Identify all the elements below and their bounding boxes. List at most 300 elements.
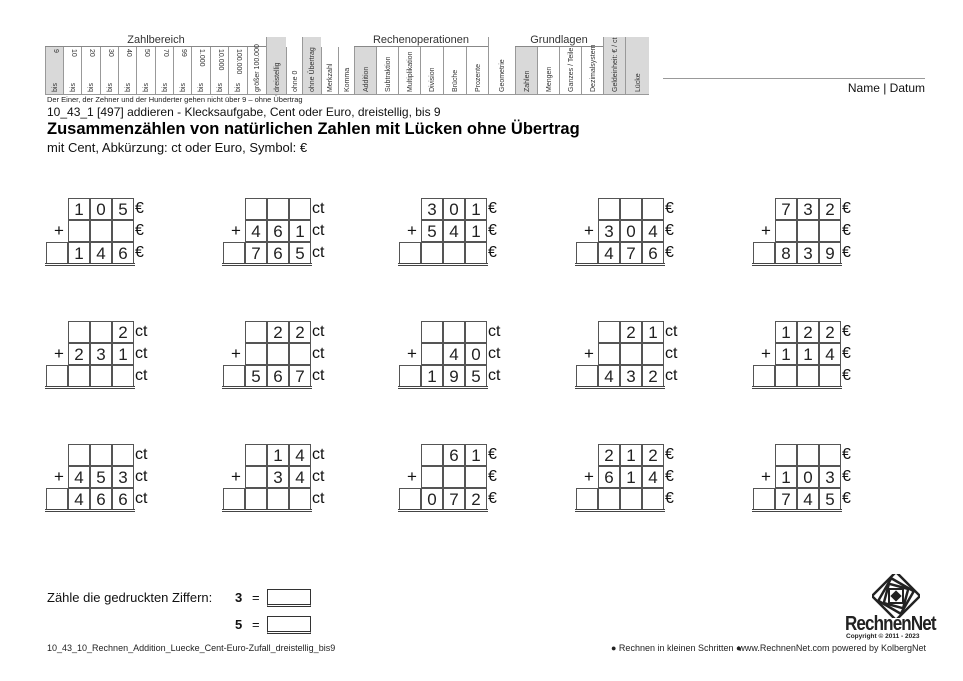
unit-label: € (665, 490, 674, 507)
category-label: Merkzahl (327, 63, 334, 92)
unit-label: € (488, 446, 497, 463)
category-label: Dezimalsystem (589, 44, 597, 92)
category-cell (45, 47, 63, 95)
addend-digit-cell: 2 (267, 321, 289, 343)
unit-label: € (665, 446, 674, 463)
result-digit-cell: 7 (620, 242, 642, 264)
unit-label: € (842, 468, 851, 485)
category-label: Mengen (545, 66, 553, 92)
addend-digit-cell: 1 (620, 466, 642, 488)
category-cell (81, 47, 100, 95)
plus-sign: + (407, 467, 417, 486)
page-subtitle: mit Cent, Abkürzung: ct oder Euro, Symbol: € (47, 140, 308, 155)
unit-label: € (665, 468, 674, 485)
category-range: 9 (51, 49, 59, 53)
result-digit-cell: 8 (775, 242, 797, 264)
category-range: 30 (106, 49, 114, 57)
group-title: Zahlbereich (127, 34, 185, 46)
result-digit-cell[interactable] (819, 365, 841, 387)
addend-digit-cell[interactable] (267, 343, 289, 365)
unit-label: ct (135, 367, 148, 384)
result-digit-cell: 7 (775, 488, 797, 510)
addend-digit-cell[interactable] (819, 444, 841, 466)
addend-digit-cell[interactable] (598, 343, 620, 365)
unit-label: € (665, 244, 674, 261)
addition-problem (398, 198, 516, 268)
unit-label: ct (312, 367, 325, 384)
result-thousands-cell[interactable] (399, 365, 421, 387)
category-cell (354, 47, 376, 95)
addend-digit-cell: 3 (797, 198, 819, 220)
result-digit-cell: 2 (465, 488, 487, 510)
addition-problem (752, 321, 870, 391)
logo-copyright: Copyright © 2011 - 2023 (846, 633, 920, 640)
category-cell (266, 37, 286, 95)
category-label: Komma (343, 67, 351, 92)
addend-digit-cell[interactable] (443, 321, 465, 343)
plus-sign: + (231, 344, 241, 363)
result-underline (398, 263, 488, 266)
unit-label: ct (312, 323, 325, 340)
category-cell (247, 44, 266, 95)
addend-digit-cell: 4 (642, 220, 664, 242)
addend-digit-cell: 0 (90, 198, 112, 220)
category-range: 99 (179, 49, 187, 57)
plus-sign: + (584, 344, 594, 363)
category-range: 40 (124, 49, 132, 57)
result-digit-cell: 9 (443, 365, 465, 387)
unit-label: ct (488, 367, 501, 384)
category-cell (581, 44, 603, 95)
plus-sign: + (54, 221, 64, 240)
addend-digit-cell: 4 (289, 466, 311, 488)
category-cell (136, 47, 155, 95)
unit-label: ct (135, 323, 148, 340)
category-label: bis (124, 83, 132, 92)
addend-digit-cell: 0 (465, 343, 487, 365)
category-range: 10.000 (216, 49, 224, 71)
plus-sign: + (54, 467, 64, 486)
addition-problem (575, 198, 693, 268)
category-cell (228, 47, 247, 95)
addend-digit-cell[interactable] (775, 220, 797, 242)
logo-text: RechnenNet (845, 613, 936, 635)
category-label: dreistellig (273, 62, 281, 92)
category-label: Zahlen (523, 70, 531, 92)
category-cell (321, 47, 338, 95)
category-cell (466, 47, 488, 95)
result-digit-cell[interactable] (598, 488, 620, 510)
category-label: ohne Übertrag (309, 47, 316, 92)
result-underline (398, 509, 488, 512)
result-underline (398, 386, 488, 389)
result-thousands-cell[interactable] (576, 488, 598, 510)
unit-label: € (842, 222, 851, 239)
count-label: Zähle die gedruckten Ziffern: (47, 590, 213, 605)
category-cell (420, 47, 443, 95)
unit-label: ct (312, 446, 325, 463)
result-digit-cell: 6 (267, 365, 289, 387)
addend-digit-cell: 1 (267, 444, 289, 466)
unit-label: € (842, 200, 851, 217)
result-digit-cell: 5 (465, 365, 487, 387)
count-digit-3: 3 (235, 590, 243, 605)
result-digit-cell: 6 (90, 488, 112, 510)
category-cell (155, 47, 173, 95)
category-label: Lücke (634, 73, 642, 92)
addend-digit-cell: 5 (90, 466, 112, 488)
category-label: bis (161, 83, 169, 92)
page-title: Zusammenzählen von natürlichen Zahlen mit Lücken ohne Übertrag (47, 120, 580, 138)
addend-digit-cell: 1 (465, 220, 487, 242)
category-cell (515, 47, 537, 95)
addend-digit-cell: 4 (289, 444, 311, 466)
category-label: Geldeinheit: € / ct (611, 37, 619, 92)
addend-digit-cell[interactable] (245, 466, 267, 488)
result-thousands-cell[interactable] (399, 242, 421, 264)
addend-digit-cell[interactable] (421, 343, 443, 365)
addend-digit-cell: 2 (797, 321, 819, 343)
result-digit-cell[interactable] (620, 488, 642, 510)
addend-digit-cell: 2 (289, 321, 311, 343)
addend-digit-cell[interactable] (421, 321, 443, 343)
addend-digit-cell: 6 (598, 466, 620, 488)
addend-digit-cell: 1 (775, 321, 797, 343)
addend-digit-cell[interactable] (90, 444, 112, 466)
count-digit-5: 5 (235, 617, 243, 632)
category-cell (210, 47, 228, 95)
result-digit-cell: 3 (620, 365, 642, 387)
category-label: bis (106, 83, 114, 92)
name-date-line[interactable] (663, 78, 925, 79)
result-thousands-cell[interactable] (399, 488, 421, 510)
addend-digit-cell: 3 (267, 466, 289, 488)
result-thousands-cell[interactable] (753, 365, 775, 387)
result-digit-cell[interactable] (465, 242, 487, 264)
unit-label: ct (488, 323, 501, 340)
addend-digit-cell: 3 (421, 198, 443, 220)
unit-label: ct (665, 323, 678, 340)
unit-label: ct (312, 345, 325, 362)
category-label: Brüche (452, 69, 459, 92)
plus-sign: + (231, 467, 241, 486)
addend-digit-cell: 4 (443, 343, 465, 365)
addend-digit-cell: 5 (112, 198, 134, 220)
addend-digit-cell: 1 (797, 343, 819, 365)
result-thousands-cell[interactable] (753, 488, 775, 510)
result-digit-cell[interactable] (90, 365, 112, 387)
plus-sign: + (761, 221, 771, 240)
footer-slogan: ● Rechnen in kleinen Schritten ● (611, 643, 742, 653)
addend-digit-cell[interactable] (620, 198, 642, 220)
category-label: Ganzes / Teile (567, 47, 575, 92)
addend-digit-cell[interactable] (598, 321, 620, 343)
result-digit-cell: 1 (68, 242, 90, 264)
addend-digit-cell[interactable] (289, 198, 311, 220)
category-label: Prozente (474, 63, 482, 92)
result-digit-cell: 6 (642, 242, 664, 264)
addend-digit-cell: 1 (775, 466, 797, 488)
addend-digit-cell[interactable] (775, 444, 797, 466)
category-label: bis (51, 83, 59, 92)
result-digit-cell: 3 (797, 242, 819, 264)
category-cell (286, 47, 302, 95)
result-underline (45, 263, 135, 266)
result-underline (752, 509, 842, 512)
addition-problem (752, 444, 870, 514)
result-digit-cell: 6 (267, 242, 289, 264)
category-cell (603, 37, 625, 95)
unit-label: ct (488, 345, 501, 362)
result-digit-cell[interactable] (443, 242, 465, 264)
addend-digit-cell[interactable] (68, 220, 90, 242)
result-underline (575, 509, 665, 512)
category-label: bis (216, 83, 224, 92)
category-cell (100, 47, 118, 95)
category-label: Subtraktion (384, 56, 392, 92)
result-digit-cell[interactable] (112, 365, 134, 387)
category-range: 70 (161, 49, 169, 57)
result-thousands-cell[interactable] (46, 488, 68, 510)
addend-digit-cell[interactable] (245, 444, 267, 466)
addend-digit-cell[interactable] (245, 198, 267, 220)
addend-digit-cell[interactable] (245, 321, 267, 343)
result-digit-cell: 5 (819, 488, 841, 510)
result-digit-cell: 6 (112, 242, 134, 264)
addition-problem (45, 321, 163, 391)
count-eq: = (252, 590, 260, 605)
plus-sign: + (761, 467, 771, 486)
addend-digit-cell: 2 (620, 321, 642, 343)
addend-digit-cell[interactable] (90, 220, 112, 242)
category-label: bis (88, 83, 95, 92)
result-underline (575, 386, 665, 389)
addition-problem (222, 198, 340, 268)
result-underline (222, 263, 312, 266)
result-thousands-cell[interactable] (753, 242, 775, 264)
unit-label: ct (312, 244, 325, 261)
result-digit-cell[interactable] (267, 488, 289, 510)
addition-problem (222, 444, 340, 514)
addend-digit-cell: 4 (68, 466, 90, 488)
addition-problem (45, 444, 163, 514)
addend-digit-cell[interactable] (421, 444, 443, 466)
addend-digit-cell[interactable] (90, 321, 112, 343)
category-label: Addition (362, 66, 370, 92)
addend-digit-cell: 2 (68, 343, 90, 365)
addend-digit-cell[interactable] (642, 343, 664, 365)
result-digit-cell: 7 (245, 242, 267, 264)
addition-problem (45, 198, 163, 268)
unit-label: € (842, 323, 851, 340)
category-cell (338, 47, 354, 95)
addend-digit-cell[interactable] (598, 198, 620, 220)
plus-sign: + (54, 344, 64, 363)
result-digit-cell[interactable] (797, 365, 819, 387)
addend-digit-cell: 1 (112, 343, 134, 365)
addend-digit-cell: 2 (112, 321, 134, 343)
result-digit-cell: 6 (112, 488, 134, 510)
category-cell (537, 47, 559, 95)
result-thousands-cell[interactable] (46, 365, 68, 387)
category-label: Geometrie (499, 59, 506, 92)
result-digit-cell: 4 (598, 365, 620, 387)
category-cell (173, 47, 191, 95)
addend-digit-cell[interactable] (443, 466, 465, 488)
footer-filename: 10_43_10_Rechnen_Addition_Luecke_Cent-Euro-Zufall_dreistellig_bis9 (47, 643, 336, 653)
footer-website[interactable]: www.RechnenNet.com powered by KolbergNet (738, 643, 926, 653)
addend-digit-cell[interactable] (112, 444, 134, 466)
addend-digit-cell: 1 (620, 444, 642, 466)
addend-digit-cell[interactable] (620, 343, 642, 365)
result-digit-cell[interactable] (245, 488, 267, 510)
category-cell (302, 37, 321, 95)
unit-label: ct (135, 468, 148, 485)
addend-digit-cell: 7 (775, 198, 797, 220)
result-digit-cell[interactable] (289, 488, 311, 510)
unit-label: € (842, 446, 851, 463)
result-digit-cell: 5 (289, 242, 311, 264)
addend-digit-cell[interactable] (289, 343, 311, 365)
addend-digit-cell[interactable] (267, 198, 289, 220)
category-cell (191, 47, 210, 95)
addend-digit-cell[interactable] (819, 220, 841, 242)
result-digit-cell[interactable] (68, 365, 90, 387)
unit-label: € (488, 490, 497, 507)
addend-digit-cell[interactable] (245, 343, 267, 365)
category-cell (488, 37, 515, 95)
result-thousands-cell[interactable] (223, 365, 245, 387)
result-thousands-cell[interactable] (576, 365, 598, 387)
addend-digit-cell: 4 (819, 343, 841, 365)
unit-label: ct (135, 446, 148, 463)
addend-digit-cell: 1 (68, 198, 90, 220)
addend-digit-cell[interactable] (797, 444, 819, 466)
result-digit-cell[interactable] (421, 242, 443, 264)
addend-digit-cell[interactable] (642, 198, 664, 220)
category-label: Multiplikation (406, 51, 414, 92)
addition-problem (575, 321, 693, 391)
addend-digit-cell: 6 (267, 220, 289, 242)
category-label: bis (69, 83, 77, 92)
unit-label: ct (312, 468, 325, 485)
addend-digit-cell: 4 (642, 466, 664, 488)
addend-digit-cell: 0 (797, 466, 819, 488)
category-label: bis (198, 83, 205, 92)
exercise-meta: 10_43_1 [497] addieren - Klecksaufgabe, Cent oder Euro, dreistellig, bis 9 (47, 105, 441, 119)
result-underline (752, 263, 842, 266)
unit-label: € (842, 345, 851, 362)
rechnennet-logo-icon (872, 574, 920, 618)
category-cell (559, 47, 581, 95)
addend-digit-cell: 2 (819, 198, 841, 220)
group-title: Rechenoperationen (372, 34, 470, 46)
addend-digit-cell: 6 (443, 444, 465, 466)
unit-label: ct (312, 490, 325, 507)
result-underline (45, 509, 135, 512)
category-cell (443, 47, 466, 95)
addend-digit-cell: 3 (598, 220, 620, 242)
plus-sign: + (231, 221, 241, 240)
addend-digit-cell[interactable] (68, 444, 90, 466)
addend-digit-cell: 1 (775, 343, 797, 365)
category-range: 20 (88, 49, 95, 57)
result-digit-cell[interactable] (775, 365, 797, 387)
result-underline (222, 386, 312, 389)
result-digit-cell: 4 (90, 242, 112, 264)
result-digit-cell: 7 (289, 365, 311, 387)
addend-digit-cell: 2 (819, 321, 841, 343)
result-underline (752, 386, 842, 389)
category-range: 10 (69, 49, 77, 57)
addend-digit-cell[interactable] (465, 466, 487, 488)
addend-digit-cell: 4 (245, 220, 267, 242)
plus-sign: + (584, 467, 594, 486)
hint-text: Der Einer, der Zehner und der Hunderter gehen nicht über 9 – ohne Übertrag (47, 95, 303, 104)
addend-digit-cell: 3 (112, 466, 134, 488)
category-cell (398, 47, 420, 95)
addend-digit-cell: 1 (289, 220, 311, 242)
count-answer-box-5[interactable] (267, 616, 311, 634)
addition-problem (222, 321, 340, 391)
addition-problem (398, 444, 516, 514)
result-thousands-cell[interactable] (223, 488, 245, 510)
addition-problem (398, 321, 516, 391)
result-digit-cell[interactable] (642, 488, 664, 510)
category-cell (118, 47, 136, 95)
unit-label: ct (665, 345, 678, 362)
unit-label: ct (665, 367, 678, 384)
result-digit-cell: 0 (421, 488, 443, 510)
unit-label: € (665, 222, 674, 239)
addend-digit-cell[interactable] (465, 321, 487, 343)
addend-digit-cell: 2 (642, 444, 664, 466)
addend-digit-cell: 1 (465, 198, 487, 220)
addend-digit-cell[interactable] (112, 220, 134, 242)
addend-digit-cell: 2 (598, 444, 620, 466)
name-date-label: Name | Datum (847, 81, 925, 95)
unit-label: € (488, 468, 497, 485)
unit-label: € (665, 200, 674, 217)
count-answer-box-3[interactable] (267, 589, 311, 607)
category-label: ohne 0 (291, 70, 299, 92)
addend-digit-cell[interactable] (68, 321, 90, 343)
count-eq: = (252, 617, 260, 632)
plus-sign: + (584, 221, 594, 240)
category-cell (376, 47, 398, 95)
addend-digit-cell[interactable] (797, 220, 819, 242)
plus-sign: + (761, 344, 771, 363)
addend-digit-cell[interactable] (421, 466, 443, 488)
group-title: Grundlagen (530, 34, 588, 46)
unit-label: € (135, 244, 144, 261)
result-thousands-cell[interactable] (46, 242, 68, 264)
addend-digit-cell: 5 (421, 220, 443, 242)
result-digit-cell: 1 (421, 365, 443, 387)
unit-label: € (842, 490, 851, 507)
result-digit-cell: 5 (245, 365, 267, 387)
unit-label: € (488, 244, 497, 261)
unit-label: € (842, 244, 851, 261)
result-underline (575, 263, 665, 266)
result-thousands-cell[interactable] (223, 242, 245, 264)
result-digit-cell: 9 (819, 242, 841, 264)
category-cell (625, 37, 649, 95)
addend-digit-cell: 0 (443, 198, 465, 220)
result-thousands-cell[interactable] (576, 242, 598, 264)
category-range: 100.000 (235, 49, 242, 75)
unit-label: € (488, 200, 497, 217)
